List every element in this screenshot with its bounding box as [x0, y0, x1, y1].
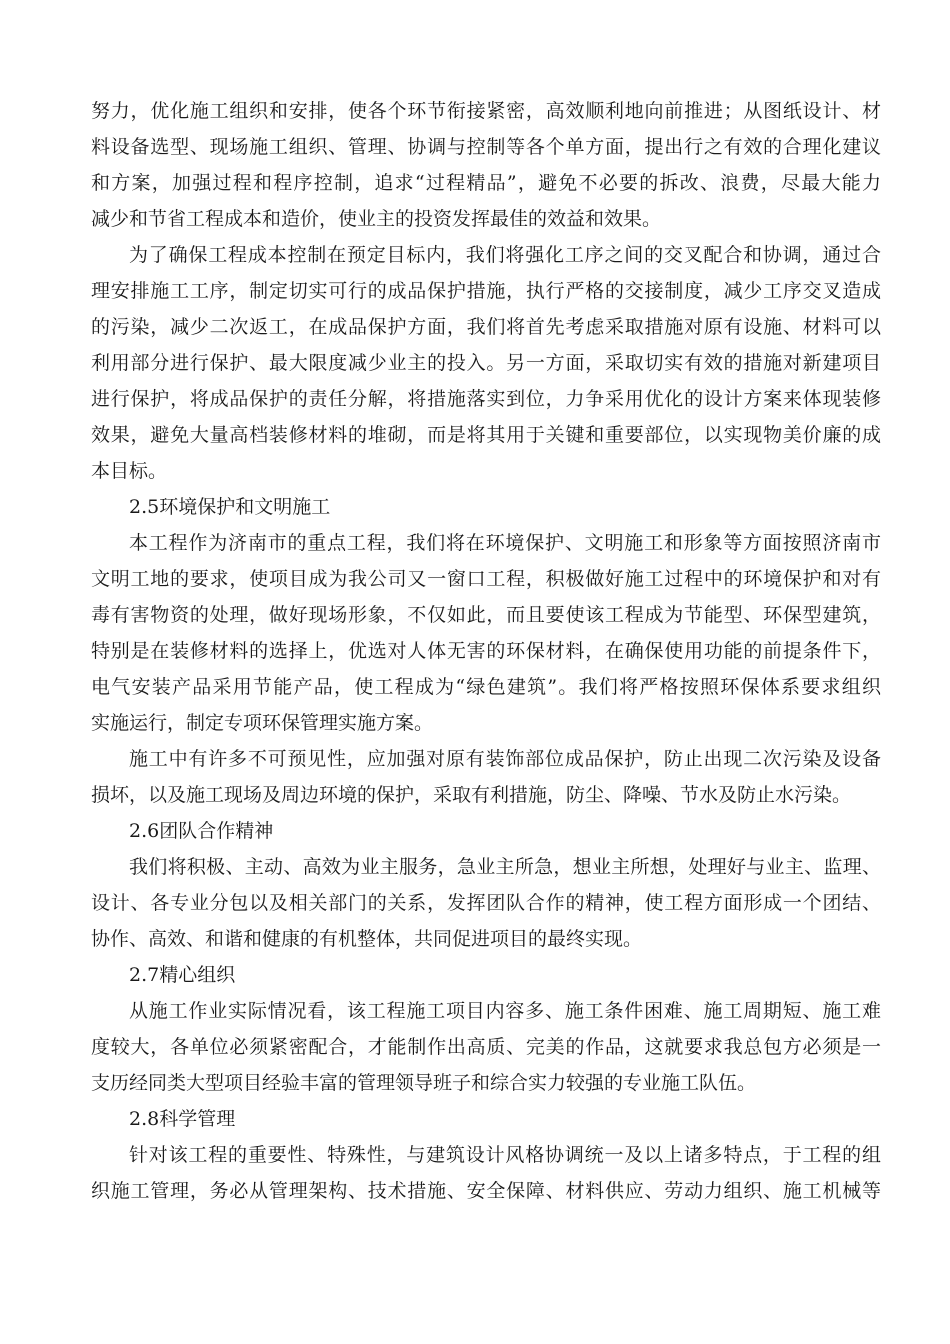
paragraph-line: 施工中有许多不可预见性，应加强对原有装饰部位成品保护，防止出现二次污染及设备: [129, 748, 881, 770]
document-page: [91, 93, 881, 1209]
section-heading: [91, 813, 881, 849]
paragraph: [91, 1137, 881, 1209]
heading-text: 2.7精心组织: [129, 964, 236, 986]
paragraph-line: 的污染，减少二次返工，在成品保护方面，我们将首先考虑采取措施对原有设施、材料可以: [91, 316, 881, 338]
paragraph-line: 度较大，各单位必须紧密配合，才能制作出高质、完美的作品，这就要求我总包方必须是一: [91, 1036, 881, 1058]
paragraph-line: 文明工地的要求，使项目成为我公司又一窗口工程，积极做好施工过程中的环境保护和对有: [91, 568, 881, 590]
heading-text: 2.5环境保护和文明施工: [129, 496, 331, 518]
paragraph: [91, 741, 881, 813]
heading-text: 2.8科学管理: [129, 1108, 236, 1130]
paragraph-line: 利用部分进行保护、最大限度减少业主的投入。另一方面，采取切实有效的措施对新建项目: [91, 352, 881, 374]
paragraph-line: 织施工管理，务必从管理架构、技术措施、安全保障、材料供应、劳动力组织、施工机械等: [91, 1180, 881, 1202]
paragraph-line: 为了确保工程成本控制在预定目标内，我们将强化工序之间的交叉配合和协调，通过合: [129, 244, 881, 266]
paragraph-line: 支历经同类大型项目经验丰富的管理领导班子和综合实力较强的专业施工队伍。: [91, 1072, 757, 1094]
paragraph-line: 电气安装产品采用节能产品，使工程成为“绿色建筑”。我们将严格按照环保体系要求组织: [91, 676, 881, 698]
paragraph-line: 减少和节省工程成本和造价，使业主的投资发挥最佳的效益和效果。: [91, 208, 662, 230]
paragraph-line: 我们将积极、主动、高效为业主服务，急业主所急，想业主所想，处理好与业主、监理、: [129, 856, 881, 878]
paragraph-line: 理安排施工工序，制定切实可行的成品保护措施，执行严格的交接制度，减少工序交叉造成: [91, 280, 881, 302]
paragraph-line: 实施运行，制定专项环保管理实施方案。: [91, 712, 434, 734]
paragraph: [91, 93, 881, 237]
paragraph-line: 进行保护，将成品保护的责任分解，将措施落实到位，力争采用优化的设计方案来体现装修: [91, 388, 881, 410]
paragraph-line: 针对该工程的重要性、特殊性，与建筑设计风格协调统一及以上诸多特点，于工程的组: [129, 1144, 881, 1166]
paragraph-line: 设计、各专业分包以及相关部门的关系，发挥团队合作的精神，使工程方面形成一个团结、: [91, 892, 881, 914]
paragraph-line: 和方案，加强过程和程序控制，追求“过程精品”，避免不必要的拆改、浪费，尽最大能力: [91, 172, 881, 194]
paragraph-line: 特别是在装修材料的选择上，优选对人体无害的环保材料，在确保使用功能的前提条件下，: [91, 640, 881, 662]
paragraph: [91, 237, 881, 489]
paragraph-line: 损坏，以及施工现场及周边环境的保护，采取有利措施，防尘、降噪、节水及防止水污染。: [91, 784, 852, 806]
paragraph-line: 本目标。: [91, 460, 168, 482]
section-heading: [91, 957, 881, 993]
paragraph-line: 从施工作业实际情况看，该工程施工项目内容多、施工条件困难、施工周期短、施工难: [129, 1000, 881, 1022]
paragraph-line: 效果，避免大量高档装修材料的堆砌，而是将其用于关键和重要部位，以实现物美价廉的成: [91, 424, 881, 446]
paragraph: [91, 525, 881, 741]
section-heading: [91, 489, 881, 525]
heading-text: 2.6团队合作精神: [129, 820, 274, 842]
paragraph-line: 本工程作为济南市的重点工程，我们将在环境保护、文明施工和形象等方面按照济南市: [129, 532, 881, 554]
paragraph: [91, 849, 881, 957]
paragraph-line: 料设备选型、现场施工组织、管理、协调与控制等各个单方面，提出行之有效的合理化建议: [91, 136, 881, 158]
paragraph: [91, 993, 881, 1101]
section-heading: [91, 1101, 881, 1137]
paragraph-line: 协作、高效、和谐和健康的有机整体，共同促进项目的最终实现。: [91, 928, 643, 950]
paragraph-line: 努力，优化施工组织和安排，使各个环节衔接紧密，高效顺利地向前推进；从图纸设计、材: [91, 100, 881, 122]
paragraph-line: 毒有害物资的处理，做好现场形象，不仅如此，而且要使该工程成为节能型、环保型建筑，: [91, 604, 881, 626]
